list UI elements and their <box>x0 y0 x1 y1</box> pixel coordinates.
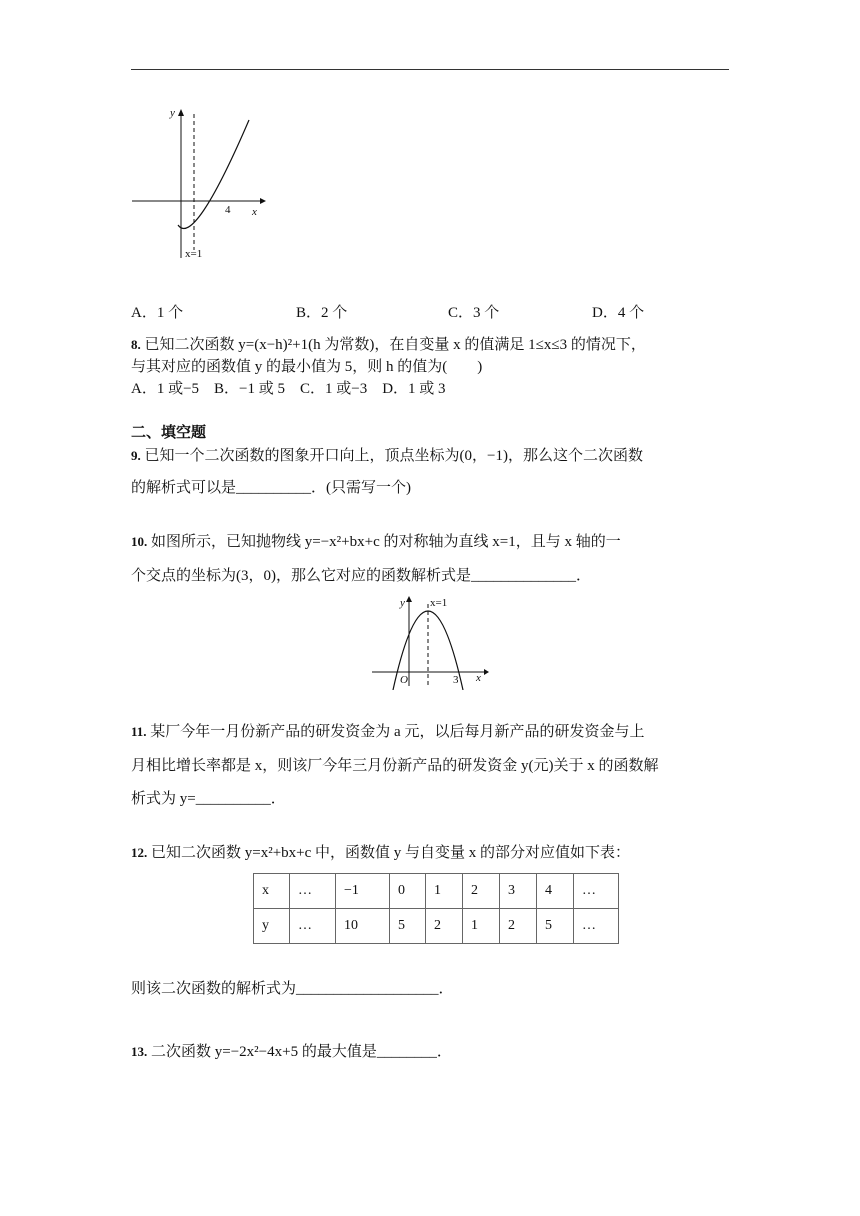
figure-1-x-label: x <box>252 206 257 218</box>
figure-2-y-label: y <box>400 597 405 609</box>
q8-options: A．1 或−5 B．−1 或 5 C．1 或−3 D．1 或 3 <box>131 381 446 397</box>
table-cell: … <box>290 874 336 909</box>
header-rule <box>131 69 729 70</box>
table-cell: y <box>254 909 290 944</box>
q7-option-d: D．4 个 <box>592 305 645 321</box>
q12-number: 12. <box>131 845 148 860</box>
table-cell: 2 <box>426 909 463 944</box>
table-cell: 10 <box>336 909 390 944</box>
table-cell: 2 <box>500 909 537 944</box>
q12-line-1: 12. 已知二次函数 y=x²+bx+c 中，函数值 y 与自变量 x 的部分对应值如下表： <box>131 845 631 861</box>
table-cell: 1 <box>426 874 463 909</box>
q12-answer-line: 则该二次函数的解析式为___________________． <box>131 981 454 997</box>
figure-2-parabola <box>368 594 490 690</box>
q10-line-1: 10. 如图所示，已知抛物线 y=−x²+bx+c 的对称轴为直线 x=1，且与 x 轴的一 <box>131 534 621 550</box>
q13-number: 13. <box>131 1044 148 1059</box>
q8-line-1: 8. 已知二次函数 y=(x−h)²+1(h 为常数)，在自变量 x 的值满足 1≤x≤3 的情况下， <box>131 337 646 353</box>
q7-option-c: C．3 个 <box>448 305 500 321</box>
q8-number: 8. <box>131 337 141 352</box>
table-cell: 2 <box>463 874 500 909</box>
table-cell: 1 <box>463 909 500 944</box>
figure-2-tick-3: 3 <box>453 674 459 686</box>
q9-line-1: 9. 已知一个二次函数的图象开口向上，顶点坐标为(0，−1)，那么这个二次函数 <box>131 448 643 464</box>
q11-line-3: 析式为 y=__________． <box>131 791 286 807</box>
table-cell: x <box>254 874 290 909</box>
q11-line-2: 月相比增长率都是 x，则该厂今年三月份新产品的研发资金 y(元)关于 x 的函数解 <box>131 758 659 774</box>
figure-2-axis-label: x=1 <box>430 597 448 609</box>
table-cell: 4 <box>537 874 574 909</box>
figure-1-y-label: y <box>170 107 175 119</box>
q11-number: 11. <box>131 724 147 739</box>
table-cell: 5 <box>390 909 426 944</box>
figure-1-axis-label: x=1 <box>185 248 203 260</box>
table-cell: 5 <box>537 909 574 944</box>
table-cell: … <box>574 909 619 944</box>
q9-number: 9. <box>131 448 141 463</box>
section-heading: 二、填空题 <box>131 425 207 441</box>
q7-option-a: A．1 个 <box>131 305 184 321</box>
figure-2-x-label: x <box>476 672 481 684</box>
figure-1-tick-4: 4 <box>225 204 231 216</box>
table-row-y <box>254 909 619 944</box>
q11-line-1: 11. 某厂今年一月份新产品的研发资金为 a 元，以后每月新产品的研发资金与上 <box>131 724 645 740</box>
figure-1-parabola <box>128 100 268 262</box>
table-cell: 3 <box>500 874 537 909</box>
q8-line-2: 与其对应的函数值 y 的最小值为 5，则 h 的值为( ) <box>131 359 483 375</box>
value-table <box>253 873 619 944</box>
q13-line-1: 13. 二次函数 y=−2x²−4x+5 的最大值是________． <box>131 1044 452 1060</box>
q9-line-2: 的解析式可以是__________．(只需写一个) <box>131 480 411 496</box>
table-row-x <box>254 874 619 909</box>
figure-2-origin: O <box>400 674 408 686</box>
q7-option-b: B．2 个 <box>296 305 348 321</box>
table-cell: … <box>290 909 336 944</box>
table-cell: 0 <box>390 874 426 909</box>
table-cell: … <box>574 874 619 909</box>
q10-line-2: 个交点的坐标为(3，0)，那么它对应的函数解析式是______________． <box>131 568 591 584</box>
q10-number: 10. <box>131 534 148 549</box>
table-cell: −1 <box>336 874 390 909</box>
